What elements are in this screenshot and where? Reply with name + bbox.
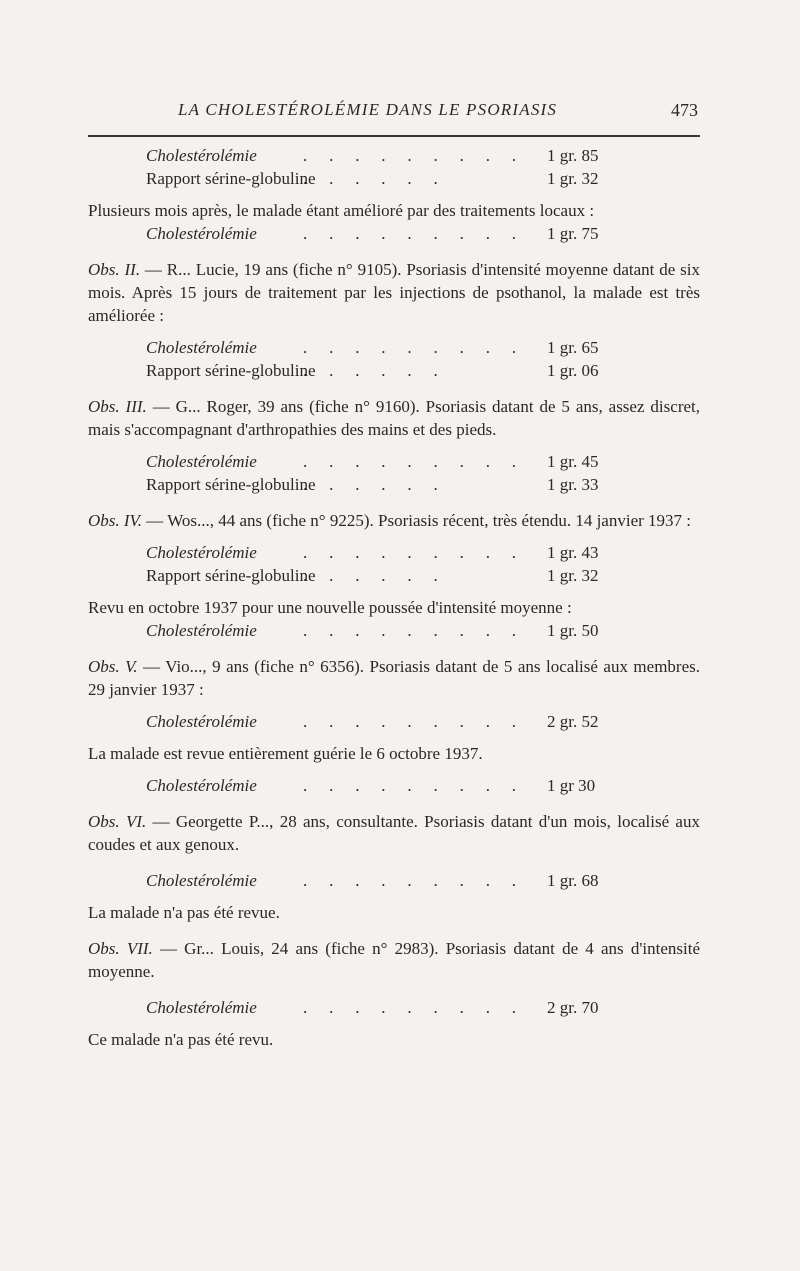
measure-label: Cholestérolémie bbox=[146, 452, 257, 471]
measurement-line bbox=[88, 144, 700, 167]
observation-number: Obs. VII. bbox=[88, 939, 153, 958]
leader-dots: . . . . . . bbox=[303, 566, 447, 585]
measurement-line bbox=[88, 710, 700, 733]
measure-label: Cholestérolémie bbox=[146, 146, 257, 165]
measurement-line bbox=[88, 869, 700, 892]
paragraph-text: — Wos..., 44 ans (fiche n° 9225). Psoriasis récent, très étendu. 14 janvier 1937 : bbox=[142, 511, 692, 530]
measure-label: Cholestérolémie bbox=[146, 871, 257, 890]
measure-value: 1 gr. 45 bbox=[547, 452, 599, 471]
measurement-line bbox=[88, 450, 700, 473]
measure-value: 2 gr. 52 bbox=[547, 712, 599, 731]
observation-paragraph bbox=[88, 937, 700, 983]
measure-value: 1 gr. 33 bbox=[547, 475, 599, 494]
observation-number: Obs. VI. bbox=[88, 812, 147, 831]
paragraph-text: — Gr... Louis, 24 ans (fiche n° 2983). Psoriasis datant de 4 ans d'intensité moyenne. bbox=[88, 939, 700, 981]
paragraph bbox=[88, 199, 700, 222]
leader-dots: . . . . . . . . . bbox=[303, 621, 525, 640]
leader-dots: . . . . . . . . . bbox=[303, 998, 525, 1017]
leader-dots: . . . . . . bbox=[303, 475, 447, 494]
measure-value: 1 gr. 43 bbox=[547, 543, 599, 562]
measurement-line bbox=[88, 167, 700, 190]
measurement-line bbox=[88, 541, 700, 564]
measurement-line bbox=[88, 336, 700, 359]
measurement-line bbox=[88, 996, 700, 1019]
leader-dots: . . . . . . . . . bbox=[303, 146, 525, 165]
paragraph bbox=[88, 1028, 700, 1051]
leader-dots: . . . . . . . . . bbox=[303, 452, 525, 471]
paragraph-text: Ce malade n'a pas été revu. bbox=[88, 1030, 274, 1049]
measurement-line bbox=[88, 359, 700, 382]
observation-paragraph bbox=[88, 509, 700, 532]
measurement-line bbox=[88, 564, 700, 587]
page-body bbox=[88, 144, 700, 1051]
paragraph-text: — Georgette P..., 28 ans, consultante. Psoriasis datant d'un mois, localisé aux coudes et aux genoux. bbox=[88, 812, 700, 854]
paragraph bbox=[88, 901, 700, 924]
measurement-line bbox=[88, 619, 700, 642]
measurement-line bbox=[88, 222, 700, 245]
header-rule bbox=[88, 135, 700, 137]
observation-paragraph bbox=[88, 655, 700, 701]
measure-label: Rapport sérine-globuline bbox=[146, 361, 316, 380]
paragraph bbox=[88, 596, 700, 619]
leader-dots: . . . . . . . . . bbox=[303, 871, 525, 890]
measure-value: 1 gr. 32 bbox=[547, 566, 599, 585]
leader-dots: . . . . . . . . . bbox=[303, 776, 525, 795]
observation-paragraph bbox=[88, 395, 700, 441]
measure-label: Cholestérolémie bbox=[146, 712, 257, 731]
measure-label: Rapport sérine-globuline bbox=[146, 566, 316, 585]
measure-value: 1 gr 30 bbox=[547, 776, 596, 795]
observation-paragraph bbox=[88, 810, 700, 856]
page-number: 473 bbox=[671, 100, 698, 120]
paragraph-text: — G... Roger, 39 ans (fiche n° 9160). Psoriasis datant de 5 ans, assez discret, mais s'accompagnant d'arthropathies des mains et des pieds. bbox=[88, 397, 700, 439]
paragraph-text: La malade est revue entièrement guérie le 6 octobre 1937. bbox=[88, 744, 483, 763]
leader-dots: . . . . . . . . . bbox=[303, 224, 525, 243]
paragraph bbox=[88, 742, 700, 765]
observation-number: Obs. II. bbox=[88, 260, 141, 279]
measure-label: Cholestérolémie bbox=[146, 621, 257, 640]
paragraph-text: — R... Lucie, 19 ans (fiche n° 9105). Psoriasis d'intensité moyenne datant de six mois. Après 15 jours de traitement par les injections de psothanol, la malade est très améliorée : bbox=[88, 260, 700, 325]
paragraph-text: — Vio..., 9 ans (fiche n° 6356). Psoriasis datant de 5 ans localisé aux membres. 29 janvier 1937 : bbox=[88, 657, 700, 699]
measure-value: 1 gr. 32 bbox=[547, 169, 599, 188]
leader-dots: . . . . . . . . . bbox=[303, 543, 525, 562]
paragraph-text: Plusieurs mois après, le malade étant amélioré par des traitements locaux : bbox=[88, 201, 595, 220]
measure-value: 1 gr. 85 bbox=[547, 146, 599, 165]
measurement-line bbox=[88, 774, 700, 797]
measure-value: 1 gr. 65 bbox=[547, 338, 599, 357]
measure-label: Cholestérolémie bbox=[146, 543, 257, 562]
measure-label: Rapport sérine-globuline bbox=[146, 475, 316, 494]
measure-label: Cholestérolémie bbox=[146, 776, 257, 795]
leader-dots: . . . . . . bbox=[303, 169, 447, 188]
observation-number: Obs. III. bbox=[88, 397, 147, 416]
running-title: LA CHOLESTÉROLÉMIE DANS LE PSORIASIS bbox=[178, 100, 558, 119]
observation-paragraph bbox=[88, 258, 700, 327]
measure-label: Cholestérolémie bbox=[146, 998, 257, 1017]
paragraph-text: La malade n'a pas été revue. bbox=[88, 903, 280, 922]
page-header bbox=[88, 100, 698, 130]
measure-label: Rapport sérine-globuline bbox=[146, 169, 316, 188]
measure-value: 1 gr. 68 bbox=[547, 871, 599, 890]
measure-value: 1 gr. 06 bbox=[547, 361, 599, 380]
leader-dots: . . . . . . bbox=[303, 361, 447, 380]
observation-number: Obs. IV. bbox=[88, 511, 142, 530]
measure-label: Cholestérolémie bbox=[146, 338, 257, 357]
observation-number: Obs. V. bbox=[88, 657, 138, 676]
leader-dots: . . . . . . . . . bbox=[303, 712, 525, 731]
measure-label: Cholestérolémie bbox=[146, 224, 257, 243]
measurement-line bbox=[88, 473, 700, 496]
measure-value: 1 gr. 75 bbox=[547, 224, 599, 243]
paragraph-text: Revu en octobre 1937 pour une nouvelle poussée d'intensité moyenne : bbox=[88, 598, 572, 617]
measure-value: 1 gr. 50 bbox=[547, 621, 599, 640]
leader-dots: . . . . . . . . . bbox=[303, 338, 525, 357]
measure-value: 2 gr. 70 bbox=[547, 998, 599, 1017]
